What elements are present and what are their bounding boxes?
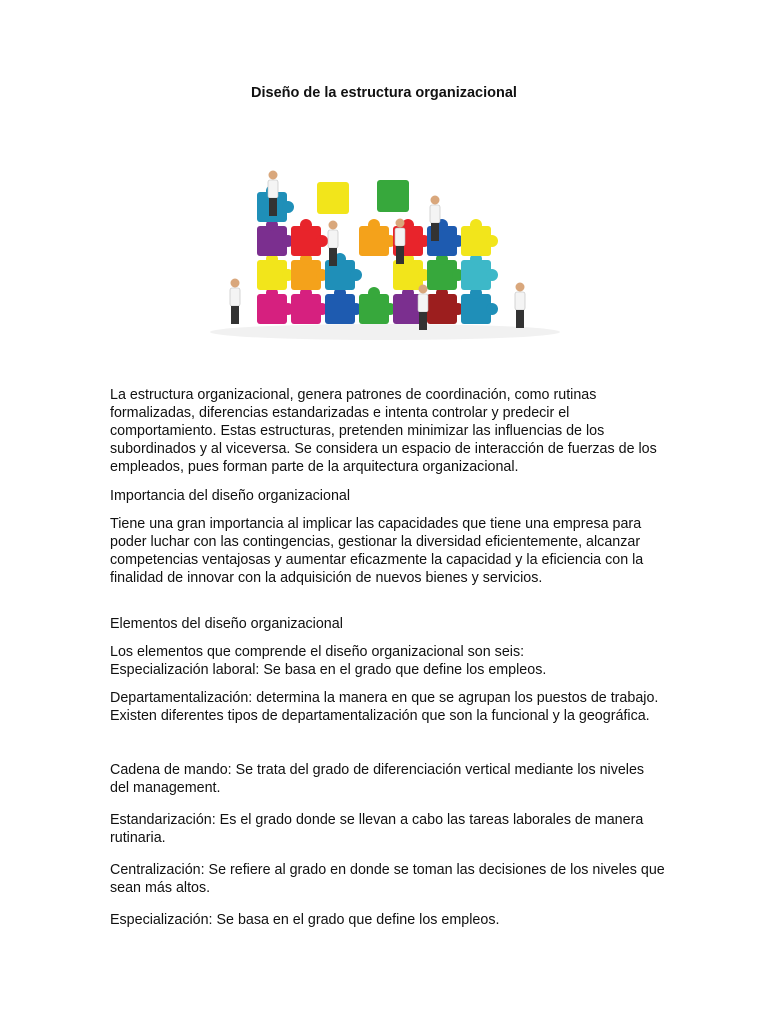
floating-puzzle-piece <box>317 182 349 214</box>
floating-puzzle-piece <box>377 180 409 212</box>
puzzle-piece <box>325 287 362 324</box>
item-estandarizacion: Estandarización: Es el grado donde se llevan a cabo las tareas laborales de manera rutinaria. <box>110 812 644 846</box>
person-figure <box>268 171 278 217</box>
item-especializacion-laboral: Especialización laboral: Se basa en el grado que define los empleos. <box>110 662 547 678</box>
puzzle-piece <box>461 219 498 256</box>
item-cadena-de-mando: Cadena de mando: Se trata del grado de diferenciación vertical mediante los niveles del management. <box>110 762 645 796</box>
puzzle-piece <box>461 253 498 290</box>
heading-elementos: Elementos del diseño organizacional <box>110 616 343 632</box>
puzzle-piece <box>291 253 328 290</box>
puzzle-svg <box>195 160 575 350</box>
puzzle-piece <box>291 287 328 324</box>
person-figure <box>515 283 525 329</box>
intro-paragraph: La estructura organizacional, genera patrones de coordinación, como rutinas formalizadas, diferencias estandarizadas e intenta controlar y predecir el comportamiento. Estas estructuras, pretenden minimizar las influencias de los subordinados y al viceversa. Se considera un espacio de interacción de fuerzas de los empleados, pues forman parte de la arquitectura organizacional. <box>110 387 657 475</box>
item-centralizacion: Centralización: Se refiere al grado en donde se toman las decisiones de los niveles que sean más altos. <box>110 862 665 896</box>
item-departamentalizacion: Departamentalización: determina la manera en que se agrupan los puestos de trabajo. Existen diferentes tipos de departamentalización que son la funcional y la geográfica. <box>110 690 659 724</box>
item-especializacion: Especialización: Se basa en el grado que define los empleos. <box>110 912 500 928</box>
elementos-intro: Los elementos que comprende el diseño organizacional son seis: <box>110 644 525 660</box>
person-figure <box>418 285 428 331</box>
heading-importancia: Importancia del diseño organizacional <box>110 488 351 504</box>
person-figure <box>395 219 405 265</box>
person-figure <box>430 196 440 242</box>
puzzle-piece <box>427 253 464 290</box>
puzzle-piece <box>257 287 294 324</box>
puzzle-piece <box>359 287 396 324</box>
puzzle-piece <box>461 287 498 324</box>
puzzle-piece <box>359 219 396 256</box>
puzzle-piece <box>257 219 294 256</box>
person-figure <box>230 279 240 325</box>
ground-shadow <box>210 324 560 340</box>
person-figure <box>328 221 338 267</box>
puzzle-piece <box>427 287 464 324</box>
page-title: Diseño de la estructura organizacional <box>251 85 517 101</box>
puzzle-piece <box>291 219 328 256</box>
puzzle-piece <box>257 253 294 290</box>
importancia-paragraph: Tiene una gran importancia al implicar las capacidades que tiene una empresa para poder luchar con las contingencias, gestionar la diversidad eficientemente, alcanzar competencias ventajosas y aumentar eficazmente la capacidad y la eficiencia con la finalidad de innovar con la adquisición de nuevos bienes y servicios. <box>110 516 644 586</box>
puzzle-teamwork-illustration <box>195 160 575 350</box>
